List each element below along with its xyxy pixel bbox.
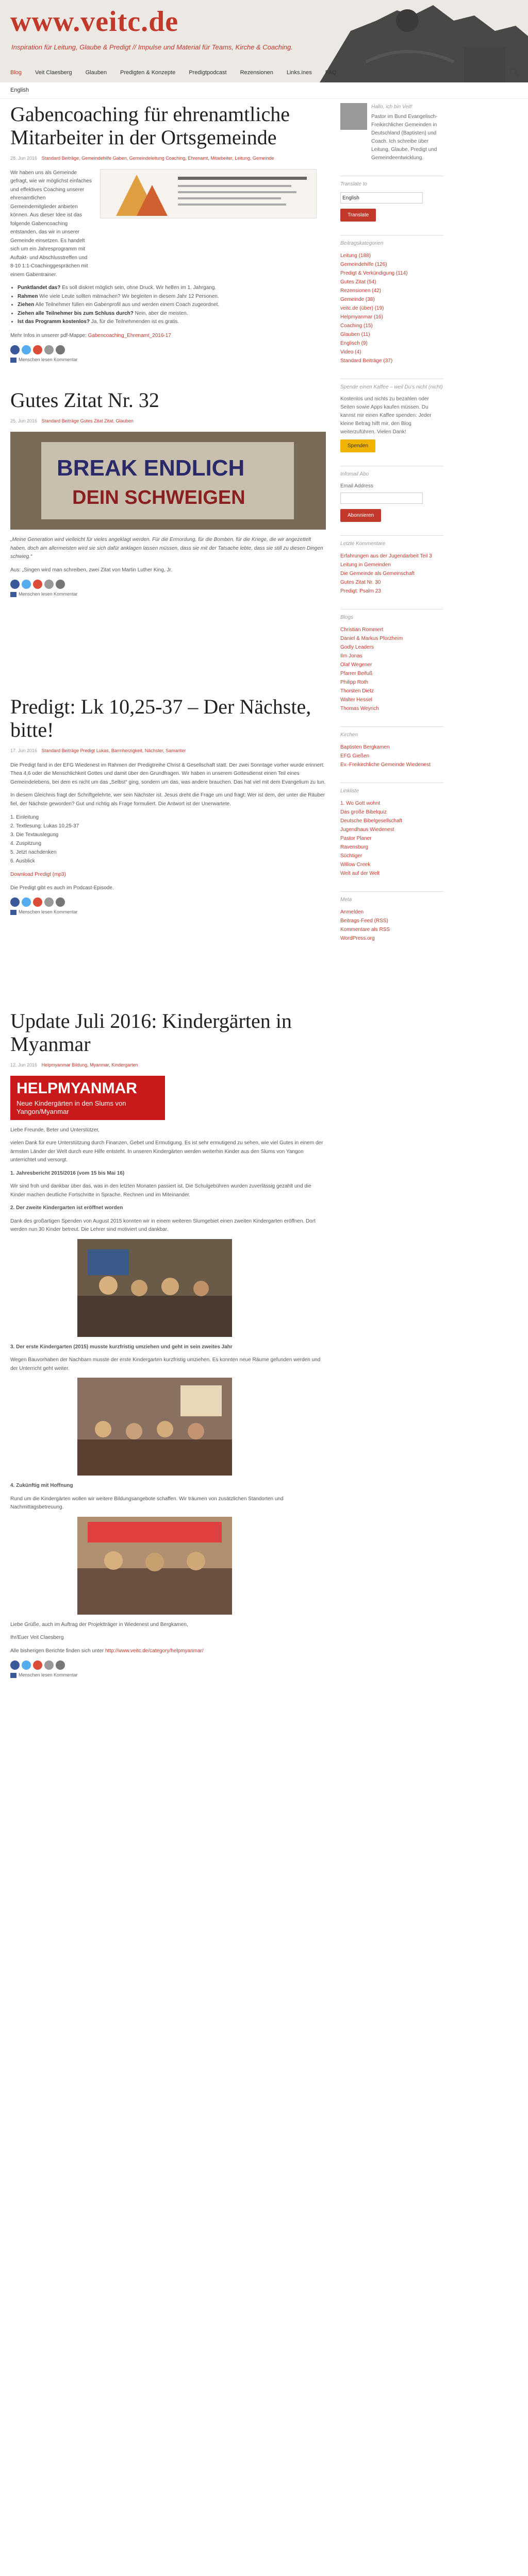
post-text: Wegen Bauvorhaben der Nachbarn musste der erste Kindergarten kurzfristig umziehen. Es konnten neue Räume gefunden werden und der Unterricht geht weiter. bbox=[10, 1357, 321, 1371]
blog-link[interactable]: Walter Hessel bbox=[340, 697, 372, 703]
category-link[interactable]: Glauben (11) bbox=[340, 332, 370, 337]
post-tags[interactable]: Predigt bbox=[80, 748, 95, 753]
category-link[interactable]: Standard Beiträge (37) bbox=[340, 358, 393, 364]
site-description: Inspiration für Leitung, Glaube & Predigt // Impulse und Material für Teams, Kirche & Coaching. bbox=[11, 43, 293, 51]
links-list bbox=[340, 799, 443, 878]
bullet-text: Wie viele Leute sollten mitmachen? Wir begleiten in diesem Jahr 12 Personen. bbox=[39, 293, 219, 299]
pdf-link[interactable]: Gabencoaching_Ehrenamt_2016-17 bbox=[88, 332, 171, 338]
more-info: Mehr Infos in unserer pdf-Mappe: bbox=[10, 332, 87, 338]
post-text: Liebe Grüße, auch im Auftrag der Projektträger in Wiedenest und Bergkamen, bbox=[10, 1621, 188, 1628]
facebook-icon[interactable] bbox=[10, 897, 20, 907]
nav-faq[interactable]: FAQ bbox=[325, 69, 337, 76]
meta-link[interactable]: Kommentare als RSS bbox=[340, 927, 390, 933]
meta-heading: Meta bbox=[340, 891, 443, 904]
like-box[interactable] bbox=[10, 591, 326, 598]
blog-link[interactable]: Ilm Jonas bbox=[340, 653, 362, 659]
twitter-icon[interactable] bbox=[22, 580, 31, 589]
main-nav bbox=[0, 63, 528, 82]
blogs-heading: Blogs bbox=[340, 609, 443, 621]
category-link[interactable]: Englisch (9) bbox=[340, 341, 368, 346]
post-date[interactable]: 28. Jun 2016 bbox=[10, 155, 38, 161]
post-text: Dank des großartigen Spenden von August 2015 konnten wir in einem weiteren Slumgebiet einen zweiten Kindergarten eröffnen. Dort werden nun 30 Kinder betreut. Die Lehrer sind motiviert und dankbar. bbox=[10, 1218, 316, 1233]
share-buttons bbox=[10, 897, 326, 907]
nav-predigten[interactable]: Predigten & Konzepte bbox=[120, 69, 176, 76]
link-item[interactable]: Süchtiger bbox=[340, 853, 362, 859]
reports-note: Alle bisherigen Berichte finden sich unter bbox=[10, 1648, 104, 1654]
nav-rezensionen[interactable]: Rezensionen bbox=[240, 69, 273, 76]
section-heading: 1. Jahresbericht 2015/2016 (vom 15 bis Mai 16) bbox=[10, 1170, 125, 1176]
post-tags-2[interactable]: Coaching, Ehrenamt, Mitarbeiter, Leitung, Gemeinde bbox=[166, 155, 274, 161]
churches-heading: Kirchen bbox=[340, 726, 443, 739]
category-link[interactable]: Gutes Zitat (54) bbox=[340, 279, 376, 285]
mail-icon[interactable] bbox=[56, 897, 65, 907]
quote-text: „Meine Generation wird vielleicht für vieles angeklagt werden. Für die Ermordung, für die Bomben, für die Kriege, die wir angezettelt haben, doch am allermeisten wird sie sich dafür anklagen lassen müssen, dass sie mit der Tatsache lebte, dass sie still zu diesen Dingen schwieg.“ bbox=[10, 537, 323, 560]
like-text: Menschen lesen Kommentar bbox=[19, 591, 78, 597]
about-widget bbox=[340, 103, 443, 162]
photo-kindergarten-2 bbox=[77, 1378, 232, 1476]
link-item[interactable]: Ravensburg bbox=[340, 844, 368, 850]
post-tags[interactable]: Gutes Zitat bbox=[80, 418, 103, 423]
photo-kindergarten-1 bbox=[77, 1239, 232, 1337]
like-text: Menschen lesen Kommentar bbox=[19, 1672, 78, 1678]
like-box[interactable] bbox=[10, 357, 326, 364]
section-heading: 4. Zukünftig mit Hoffnung bbox=[10, 1483, 73, 1489]
post-meta bbox=[10, 155, 326, 162]
church-link[interactable]: EFG Gießen bbox=[340, 753, 370, 759]
post-zitat-32 bbox=[10, 389, 326, 598]
post-image bbox=[10, 432, 326, 530]
post-title[interactable]: Update Juli 2016: Kindergärten in Myanmar bbox=[10, 1009, 292, 1056]
bullet-text: Nein, aber die meisten. bbox=[135, 310, 188, 316]
category-link[interactable]: Leitung (188) bbox=[340, 253, 371, 259]
outline-item: 1. Einleitung bbox=[10, 815, 39, 821]
meta-list bbox=[340, 908, 443, 943]
post-meta bbox=[10, 747, 326, 754]
recent-comments-heading: Letzte Kommentare bbox=[340, 535, 443, 548]
donate-text: Kostenlos und nichts zu bezahlen oder Seiten sowie Apps kaufen müssen. Du kannst mir einen Kaffee spenden: Jeder kleine Betrag hilft mir, den Blog weiterzuführen. Vielen Dank! bbox=[340, 396, 432, 435]
post-meta bbox=[10, 417, 326, 425]
recent-comment-link[interactable]: Gutes Zitat Nr. 30 bbox=[340, 580, 381, 585]
link-item[interactable]: Jugendhaus Wiedenest bbox=[340, 827, 394, 833]
link-item[interactable]: Das große Bibelquiz bbox=[340, 809, 387, 815]
outline-item: 5. Jetzt nachdenken bbox=[10, 850, 57, 856]
post-text: In diesem Gleichnis fragt der Schriftgelehrte, wer sein Nächster ist. Jesus dreht die Frage um und fragt: Wer ist dem, der unter die Räuber fiel, der Nächste geworden? Gut und richtig als Frage formuliert. Die Antwort ist der Unerwartete. bbox=[10, 792, 325, 807]
photo-kindergarten-3 bbox=[77, 1517, 232, 1615]
category-link[interactable]: Gemeindehilfe (126) bbox=[340, 262, 387, 267]
link-item[interactable]: Deutsche Bibelgesellschaft bbox=[340, 818, 403, 824]
post-text: Wir haben uns als Gemeinde gefragt, wie wir möglichst einfaches und effektives Coaching unserer ehrenamtlichen Gemeindemitglieder anbieten können. Aus dieser Idee ist das folgende Gabencoaching entstanden, das wir in unserer Gemeinde einsetzen. Es handelt sich um ein Jahresprogramm mit Auftakt- und Abschlusstreffen und 8-10 1:1-Coachinggesprächen mit einem Gabentrainer. bbox=[10, 170, 92, 278]
bullet-text: Es soll diskret möglich sein, ohne Druck. Wir helfen im 1. Jahrgang. bbox=[62, 285, 217, 291]
pinterest-icon[interactable] bbox=[44, 580, 54, 589]
links-heading: Linkliste bbox=[340, 783, 443, 795]
recent-comment-link[interactable]: Leitung in Gemeinden bbox=[340, 562, 391, 568]
nav-veit[interactable]: Veit Claesberg bbox=[35, 69, 72, 76]
blogs-list bbox=[340, 625, 443, 713]
outline-item: 3. Die Textauslegung bbox=[10, 832, 59, 838]
post-text: vielen Dank für eure Unterstützung durch Finanzen, Gebet und Ermutigung. Es ist sehr ermutigend zu sehen, wie viel Gutes in einem der ärmsten Länder der Welt durch eure Hilfe entsteht. In unseren Kindergärten werden weiterhin Kinder aus den Slums von Yangon unterrichtet und versorgt. bbox=[10, 1140, 323, 1163]
signature: Ihr/Euer Veit Claesberg bbox=[10, 1635, 64, 1641]
googleplus-icon[interactable] bbox=[33, 580, 42, 589]
post-predigt-lk10 bbox=[10, 696, 326, 916]
email-field[interactable] bbox=[340, 493, 423, 504]
quote-attribution: Aus: „Singen wird man schreiben, zwei Zitat von Martin Luther King, Jr. bbox=[10, 567, 173, 573]
facebook-icon[interactable] bbox=[10, 345, 20, 354]
pinterest-icon[interactable] bbox=[44, 345, 54, 354]
sermon-outline bbox=[10, 813, 326, 866]
post-text: Die Predigt fand in der EFG Wiedenest im Rahmen der Predigtreihe Christ & Gesellschaft statt. Der zwei Sonntage vorher wurde erinnert: Thea 4,6 oder die Menschlichkeit Gottes und damit über den Grundfragen. Wir haben in unserem Gottesdienst einen Teil eines Gemeindelebens, bei dem es nicht um das „Selbst“ ging, sondern um das, was andere brauchen. Das hat viel mit dem Evangelium zu tun. bbox=[10, 762, 326, 785]
site-title[interactable]: www.veitc.de bbox=[10, 6, 179, 38]
link-item[interactable]: Pastor Planer bbox=[340, 836, 372, 841]
twitter-icon[interactable] bbox=[22, 345, 31, 354]
svg-text:DEIN SCHWEIGEN: DEIN SCHWEIGEN bbox=[72, 487, 245, 509]
bullet-label: Ziehen alle Teilnehmer bis zum Schluss durch? bbox=[18, 310, 134, 316]
churches-list bbox=[340, 743, 443, 769]
nav-links[interactable]: Links.ines bbox=[286, 69, 312, 76]
link-item[interactable]: Willow Creek bbox=[340, 862, 371, 868]
sidebar bbox=[340, 103, 443, 943]
post-myanmar bbox=[10, 1010, 326, 1679]
mail-icon[interactable] bbox=[56, 1660, 65, 1670]
outline-item: 4. Zuspitzung bbox=[10, 841, 42, 847]
post-image bbox=[100, 169, 317, 218]
post-title[interactable]: Gabencoaching für ehrenamtliche Mitarbeiter in der Ortsgemeinde bbox=[10, 103, 290, 149]
pinterest-icon[interactable] bbox=[44, 897, 54, 907]
language-subnav bbox=[0, 82, 528, 99]
church-link[interactable]: Baptisten Bergkamen bbox=[340, 744, 390, 750]
mail-icon[interactable] bbox=[56, 580, 65, 589]
googleplus-icon[interactable] bbox=[33, 345, 42, 354]
search-icon[interactable] bbox=[509, 67, 517, 75]
site-header bbox=[0, 0, 528, 82]
recent-comment-link[interactable]: Die Gemeinde als Gemeinschaft bbox=[340, 571, 415, 577]
category-link[interactable]: Gemeinde (38) bbox=[340, 297, 375, 302]
like-text: Menschen lesen Kommentar bbox=[19, 909, 78, 915]
category-link[interactable]: Coaching (15) bbox=[340, 323, 373, 329]
post-date[interactable]: 12. Jun 2016 bbox=[10, 1062, 38, 1067]
category-link[interactable]: veitc.de (über) (19) bbox=[340, 306, 384, 311]
like-text: Menschen lesen Kommentar bbox=[19, 357, 78, 363]
blog-link[interactable]: Thorsten Dietz bbox=[340, 688, 374, 694]
church-link[interactable]: Ev.-Freikirchliche Gemeinde Wiedenest bbox=[340, 762, 431, 768]
post-bullets bbox=[18, 284, 326, 327]
email-label: Email Address bbox=[340, 483, 373, 489]
post-tags[interactable]: Gaben, Gemeindeleitung bbox=[112, 155, 164, 161]
blog-link[interactable]: Thomas Weyrich bbox=[340, 706, 379, 711]
blog-link[interactable]: Olaf Wegener bbox=[340, 662, 372, 668]
mail-icon[interactable] bbox=[56, 345, 65, 354]
post-tags-2[interactable]: Zitat, Glauben bbox=[104, 418, 134, 423]
banner-title: HELPMYANMAR bbox=[16, 1079, 137, 1097]
post-tags-2[interactable]: Lukas, Barmherzigkeit, Nächster, Samariter bbox=[96, 748, 186, 753]
blog-link[interactable]: Philipp Roth bbox=[340, 680, 368, 685]
newsletter-heading: Infomail Abo bbox=[340, 466, 443, 478]
blog-link[interactable]: Christian Rommert bbox=[340, 627, 384, 633]
googleplus-icon[interactable] bbox=[33, 1660, 42, 1670]
nav-podcast[interactable]: Predigtpodcast bbox=[189, 69, 227, 76]
meta-link[interactable]: WordPress.org bbox=[340, 936, 375, 941]
post-title[interactable]: Gutes Zitat Nr. 32 bbox=[10, 388, 159, 412]
bullet-text: Ja, für die Teilnehmenden ist es gratis. bbox=[91, 319, 179, 325]
donate-button[interactable]: Spenden bbox=[340, 439, 375, 452]
post-tags[interactable]: Bildung, Myanmar, Kindergarten bbox=[72, 1062, 138, 1067]
link-item[interactable]: Welt auf der Welt bbox=[340, 871, 380, 876]
donate-heading: Spende einen Kaffee – weil Du's nicht (nicht) bbox=[340, 379, 443, 391]
facebook-icon[interactable] bbox=[10, 580, 20, 589]
post-title[interactable]: Predigt: Lk 10,25-37 – Der Nächste, bitte! bbox=[10, 695, 311, 741]
section-heading: 3. Der erste Kindergarten (2015) musste kurzfristig umziehen und geht in sein zweites Jahr bbox=[10, 1344, 233, 1350]
post-category[interactable]: Standard Beiträge bbox=[41, 748, 79, 753]
nav-blog[interactable]: Blog bbox=[10, 69, 22, 76]
categories-heading: Beitragskategorien bbox=[340, 235, 443, 247]
like-box[interactable] bbox=[10, 1672, 326, 1679]
category-link[interactable]: Rezensionen (42) bbox=[340, 288, 381, 294]
greeting: Liebe Freunde, Beter und Unterstützer, bbox=[10, 1127, 100, 1133]
link-item[interactable]: 1. Wo Gott wohnt bbox=[340, 801, 381, 806]
share-buttons bbox=[10, 580, 326, 589]
post-gabencoaching bbox=[10, 103, 326, 364]
post-meta bbox=[10, 1061, 326, 1069]
download-link[interactable]: Download Predigt (mp3) bbox=[10, 872, 66, 878]
banner-subtitle: Neue Kindergärten in den Slums von Yangon/Myanmar bbox=[16, 1099, 126, 1116]
post-text: Rund um die Kindergärten wollen wir weitere Bildungsangebote schaffen. Wir träumen von zusätzlichen Standorten und Nachmittagsbetreuung. bbox=[10, 1496, 284, 1511]
recent-comments-list bbox=[340, 552, 443, 596]
section-heading: 2. Der zweite Kindergarten ist eröffnet worden bbox=[10, 1205, 123, 1211]
post-text: Wir sind froh und dankbar über das, was in den letzten Monaten passiert ist. Die Schulgebühren wurden zuverlässig gezahlt und die Kinder machen deutliche Fortschritte in Sprache, Rechnen und im Miteinander. bbox=[10, 1183, 311, 1198]
category-link[interactable]: Helpmyanmar (16) bbox=[340, 314, 383, 320]
recent-comment-link[interactable]: Erfahrungen aus der Jugendarbeit Teil 3 bbox=[340, 553, 432, 559]
bullet-label: Punktlandet das? bbox=[18, 285, 61, 291]
share-buttons bbox=[10, 345, 326, 354]
facebook-icon[interactable] bbox=[10, 1660, 20, 1670]
bullet-text: Alle Teilnehmer füllen ein Gabenprofil aus und werden einem Coach zugeordnet. bbox=[35, 302, 220, 308]
translate-button[interactable]: Translate bbox=[340, 209, 376, 222]
about-heading: Hallo, ich bin Veit! bbox=[371, 104, 412, 110]
category-link[interactable]: Predigt & Verkündigung (114) bbox=[340, 270, 408, 276]
post-date[interactable]: 25. Jun 2016 bbox=[10, 418, 38, 423]
meta-link[interactable]: Beitrags-Feed (RSS) bbox=[340, 918, 388, 924]
share-buttons bbox=[10, 1660, 326, 1670]
twitter-icon[interactable] bbox=[22, 1660, 31, 1670]
post-category[interactable]: Standard Beiträge, Gemeindehilfe bbox=[41, 155, 112, 161]
recent-comment-link[interactable]: Predigt: Psalm 23 bbox=[340, 588, 381, 594]
bullet-label: Ziehen bbox=[18, 302, 35, 308]
googleplus-icon[interactable] bbox=[33, 897, 42, 907]
blog-link[interactable]: Godly Leaders bbox=[340, 645, 374, 650]
category-link[interactable]: Video (4) bbox=[340, 349, 361, 355]
post-date[interactable]: 17. Jun 2016 bbox=[10, 748, 38, 753]
podcast-note: Die Predigt gibt es auch im Podcast-Episode. bbox=[10, 885, 114, 891]
reports-link[interactable]: http://www.veitc.de/category/helpmyanmar/ bbox=[105, 1648, 204, 1654]
blog-link[interactable]: Pfarrer Beifuß bbox=[340, 671, 373, 676]
nav-english[interactable]: English bbox=[10, 87, 29, 94]
avatar bbox=[340, 103, 367, 130]
twitter-icon[interactable] bbox=[22, 897, 31, 907]
blog-link[interactable]: Daniel & Markus Pforzheim bbox=[340, 636, 403, 641]
bullet-label: Ist das Programm kostenlos? bbox=[18, 319, 90, 325]
helpmyanmar-banner bbox=[10, 1076, 165, 1120]
nav-glauben[interactable]: Glauben bbox=[85, 69, 107, 76]
subscribe-button[interactable]: Abonnieren bbox=[340, 509, 381, 522]
meta-link[interactable]: Anmelden bbox=[340, 909, 364, 915]
categories-list bbox=[340, 251, 443, 365]
outline-item: 6. Ausblick bbox=[10, 858, 35, 865]
translate-heading: Translate to bbox=[340, 176, 443, 188]
about-text: Pastor im Bund Evangelisch-Freikirchlicher Gemeinden in Deutschland (Baptisten) und Coach. Ich schreibe über Leitung, Glaube, Predigt und Gemeindeentwicklung. bbox=[371, 114, 438, 161]
bullet-label: Rahmen bbox=[18, 293, 38, 299]
language-select[interactable]: English bbox=[340, 192, 423, 204]
pinterest-icon[interactable] bbox=[44, 1660, 54, 1670]
post-category[interactable]: Standard Beiträge bbox=[41, 418, 79, 423]
post-category[interactable]: Helpmyanmar bbox=[41, 1062, 71, 1067]
outline-item: 2. Textlesung: Lukas 10,25-37 bbox=[10, 823, 79, 829]
svg-text:BREAK ENDLICH: BREAK ENDLICH bbox=[57, 455, 245, 481]
like-box[interactable] bbox=[10, 909, 326, 916]
